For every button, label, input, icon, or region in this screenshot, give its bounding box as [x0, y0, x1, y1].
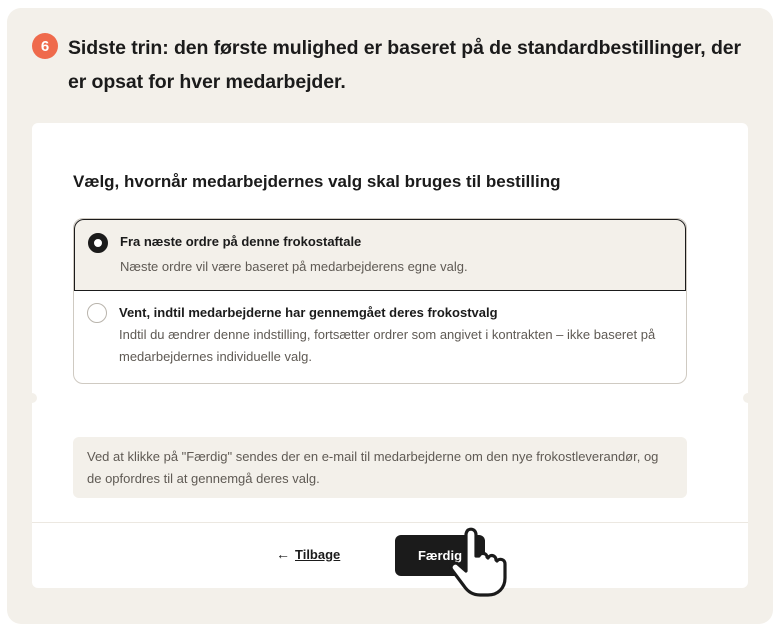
- option-wait-for-review[interactable]: [74, 291, 686, 384]
- radio-group: [73, 218, 687, 384]
- step-number-badge: 6: [32, 33, 58, 59]
- done-button[interactable]: Færdig: [395, 535, 485, 576]
- option-description: Næste ordre vil være baseret på medarbejderens egne valg.: [120, 259, 468, 274]
- back-link[interactable]: [276, 546, 340, 562]
- step-headline: Sidste trin: den første mulighed er baseret på de standardbestillinger, der er opsat for hver medarbejder.: [68, 37, 741, 93]
- footer-divider: [32, 522, 748, 523]
- card-notch-right: [743, 393, 749, 403]
- radio-button-unselected[interactable]: [87, 303, 107, 323]
- card-notch-left: [31, 393, 37, 403]
- option-description: Indtil du ændrer denne indstilling, fortsætter ordrer som angivet i kontrakten – ikke baseret på medarbejdernes individuelle valg.: [119, 327, 656, 364]
- back-link-label: Tilbage: [295, 546, 341, 562]
- radio-button-selected[interactable]: [88, 233, 108, 253]
- arrow-left-icon: ←: [276, 546, 290, 562]
- option-title: Fra næste ordre på denne frokostaftale: [120, 234, 362, 249]
- section-title: Vælg, hvornår medarbejdernes valg skal bruges til bestilling: [73, 172, 561, 191]
- hand-pointer-icon: [446, 526, 516, 598]
- settings-card: [32, 123, 748, 588]
- info-notice: Ved at klikke på "Færdig" sendes der en e-mail til medarbejderne om den nye frokostleverandør, og de opfordres til at gennemgå deres valg.: [73, 437, 687, 498]
- option-title: Vent, indtil medarbejderne har gennemgået deres frokostvalg: [119, 305, 498, 320]
- option-next-order[interactable]: [74, 219, 686, 291]
